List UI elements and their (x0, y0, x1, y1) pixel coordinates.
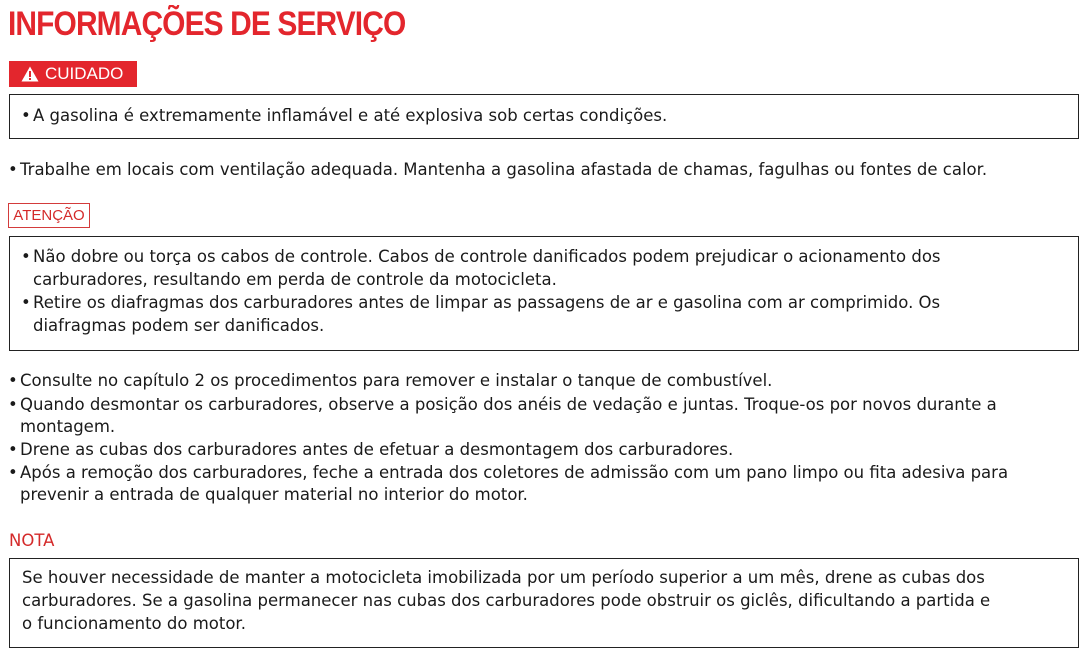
list-item-continuation: diafragmas podem ser danificados. (33, 316, 325, 335)
bullet: • (8, 160, 18, 179)
note-line: Se houver necessidade de manter a motocicleta imobilizada por um período superior a um mês, drene as cubas dos (22, 568, 985, 587)
note-line: o funcionamento do motor. (22, 614, 246, 633)
caution-text: A gasolina é extremamente inflamável e até explosiva sob certas condições. (33, 106, 668, 125)
bullet: • (8, 440, 18, 459)
caution-box (9, 94, 1079, 139)
note-line: carburadores. Se a gasolina permanecer nas cubas dos carburadores pode obstruir os giclês, dificultando a partida e (22, 591, 991, 610)
bullet: • (8, 463, 18, 482)
attention-box (9, 236, 1079, 351)
list-item: • Não dobre ou torça os cabos de controle. Cabos de controle danificados podem prejudicar o acionamento dos (21, 247, 941, 266)
bullet: • (8, 395, 18, 414)
note-label: NOTA (9, 531, 55, 550)
list-item: • Consulte no capítulo 2 os procedimentos para remover e instalar o tanque de combustível. (8, 371, 773, 390)
warning-triangle-icon (21, 66, 39, 82)
list-item: • Retire os diafragmas dos carburadores antes de limpar as passagens de ar e gasolina com ar comprimido. Os (21, 293, 941, 312)
caution-badge (9, 61, 137, 87)
page-title: INFORMAÇÕES DE SERVIÇO (8, 5, 406, 43)
note-box (9, 558, 1079, 648)
list-item: • Drene as cubas dos carburadores antes de efetuar a desmontagem dos carburadores. (8, 440, 734, 459)
list-item: • Quando desmontar os carburadores, observe a posição dos anéis de vedação e juntas. Troque-os por novos durante a (8, 395, 997, 414)
bullet: • (21, 247, 31, 266)
attention-label: ATENÇÃO (8, 203, 90, 228)
list-item (21, 105, 667, 127)
list-item-continuation: prevenir a entrada de qualquer material no interior do motor. (20, 485, 528, 504)
list-item: • Após a remoção dos carburadores, feche a entrada dos coletores de admissão com um pano limpo ou fita adesiva para (8, 463, 1009, 482)
bullet: • (8, 371, 18, 390)
bullet: • (21, 106, 31, 125)
list-item-continuation: montagem. (20, 417, 116, 436)
caution-label: CUIDADO (45, 64, 124, 83)
caution-note: • Trabalhe em locais com ventilação adequada. Mantenha a gasolina afastada de chamas, fagulhas ou fontes de calor. (8, 160, 988, 179)
bullet: • (21, 293, 31, 312)
list-item-continuation: carburadores, resultando em perda de controle da motocicleta. (33, 270, 557, 289)
